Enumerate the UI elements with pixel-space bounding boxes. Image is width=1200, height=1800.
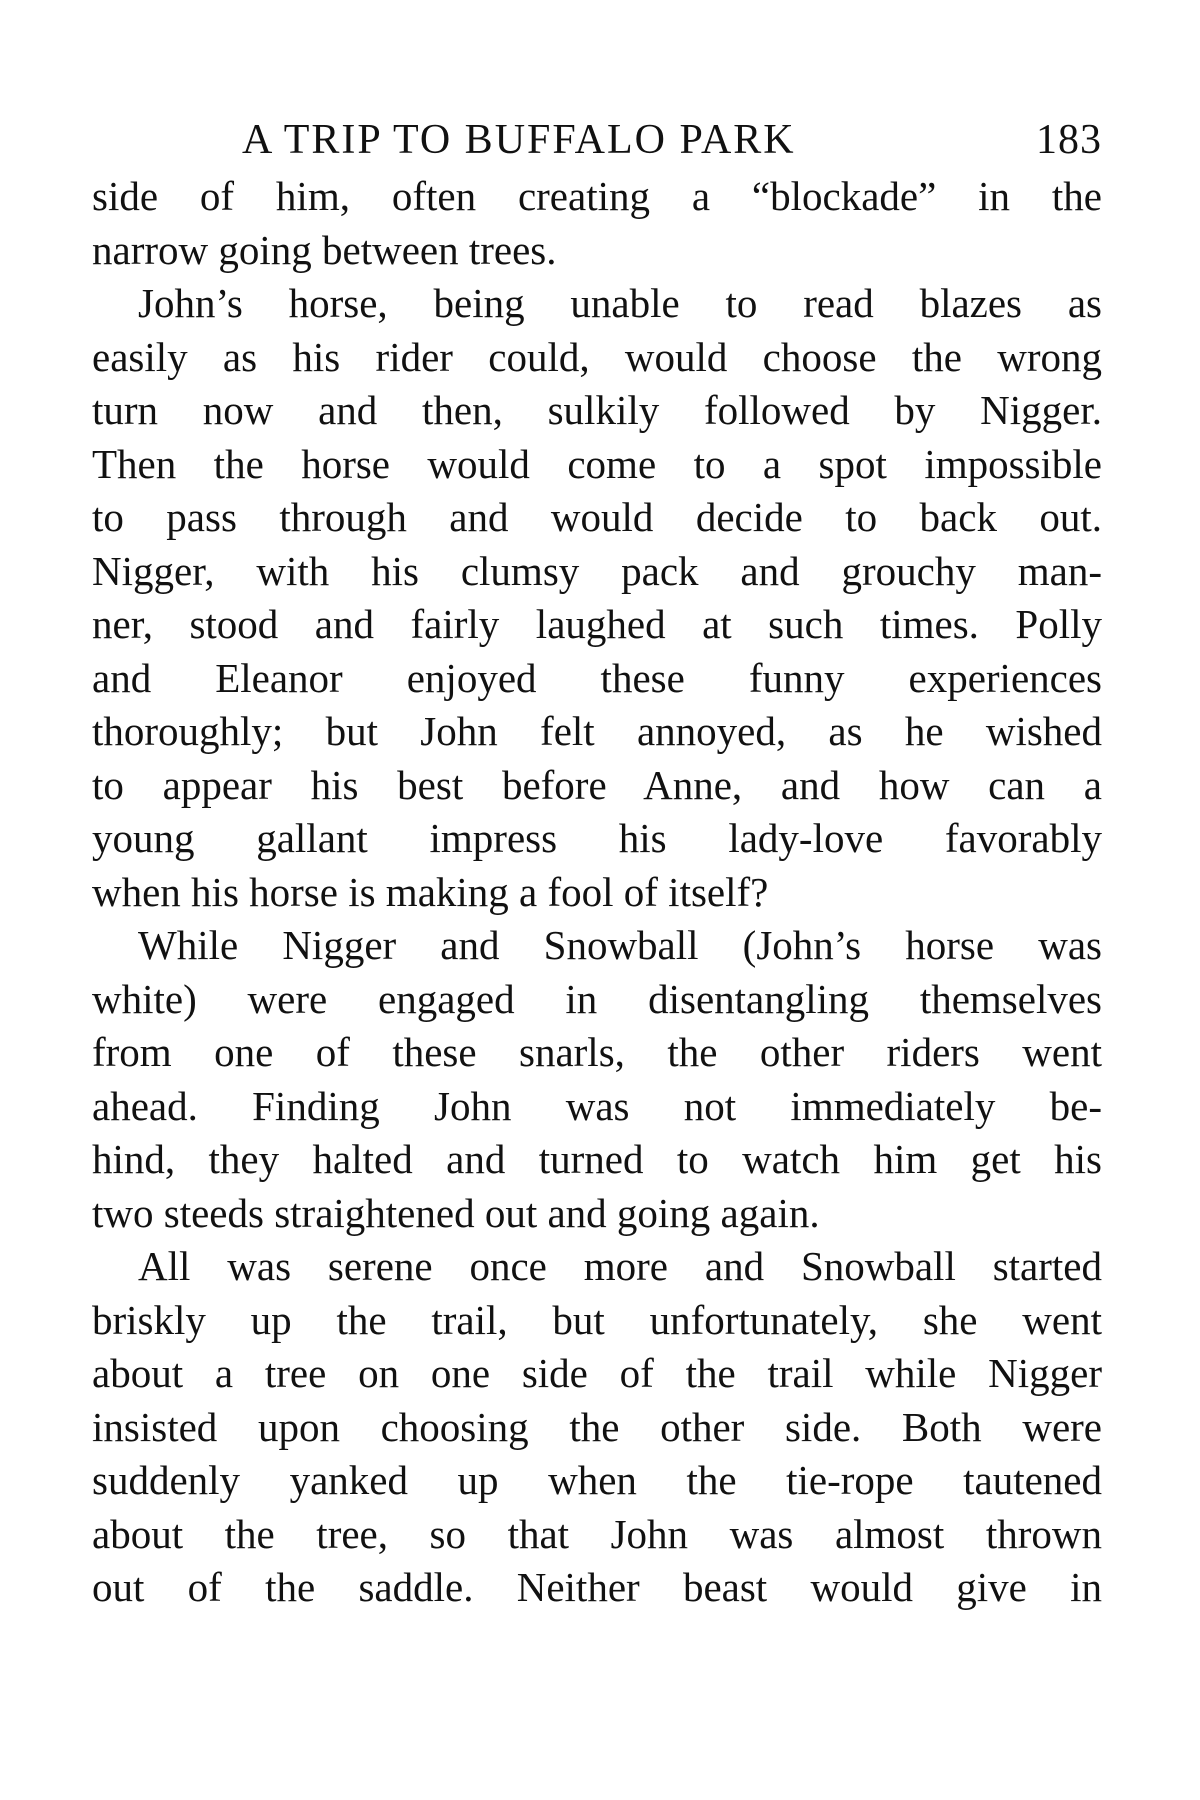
text-line: Nigger, with his clumsy pack and grouchy man-	[92, 547, 1102, 594]
text-line: young gallant impress his lady-love favorably	[92, 815, 1102, 861]
text-line: from one of these snarls, the other riders went	[92, 1029, 1102, 1075]
text-line: about a tree on one side of the trail while Nigger	[92, 1350, 1102, 1396]
running-title: A TRIP TO BUFFALO PARK	[242, 117, 796, 163]
text-line: when his horse is making a fool of itself?	[92, 868, 769, 915]
text-line: to pass through and would decide to back out.	[92, 494, 1102, 540]
paragraph	[92, 277, 1102, 919]
text-line: side of him, often creating a “blockade” in the	[92, 173, 1102, 219]
text-line: ner, stood and fairly laughed at such times. Polly	[92, 601, 1102, 647]
paragraph	[92, 1240, 1102, 1615]
text-line: ahead. Finding John was not immediately be-	[92, 1082, 1102, 1129]
text-line: two steeds straightened out and going again.	[92, 1189, 820, 1236]
text-line: briskly up the trail, but unfortunately, she went	[92, 1296, 1102, 1343]
paragraph	[92, 919, 1102, 1240]
text-line: All was serene once more and Snowball started	[138, 1243, 1102, 1289]
text-line: to appear his best before Anne, and how can a	[92, 761, 1102, 808]
text-line: easily as his rider could, would choose the wrong	[92, 333, 1102, 380]
text-line: Then the horse would come to a spot impossible	[92, 440, 1102, 487]
text-line: hind, they halted and turned to watch him get his	[92, 1136, 1102, 1182]
text-line: thoroughly; but John felt annoyed, as he wished	[92, 708, 1102, 754]
text-line: turn now and then, sulkily followed by Nigger.	[92, 387, 1102, 433]
text-line: While Nigger and Snowball (John’s horse was	[138, 922, 1102, 968]
book-page	[92, 110, 1102, 1615]
text-line: and Eleanor enjoyed these funny experiences	[92, 654, 1102, 701]
text-line: narrow going between trees.	[92, 226, 557, 273]
text-line: insisted upon choosing the other side. Both were	[92, 1403, 1102, 1450]
text-line: white) were engaged in disentangling themselves	[92, 975, 1102, 1022]
text-line: suddenly yanked up when the tie-rope tautened	[92, 1457, 1102, 1503]
text-line: John’s horse, being unable to read blazes as	[138, 280, 1102, 326]
text-line: about the tree, so that John was almost thrown	[92, 1510, 1102, 1557]
page-number: 183	[1036, 117, 1102, 163]
text-line: out of the saddle. Neither beast would give in	[92, 1564, 1102, 1610]
body-text	[92, 170, 1102, 1615]
paragraph	[92, 170, 1102, 277]
running-head	[92, 110, 1102, 170]
